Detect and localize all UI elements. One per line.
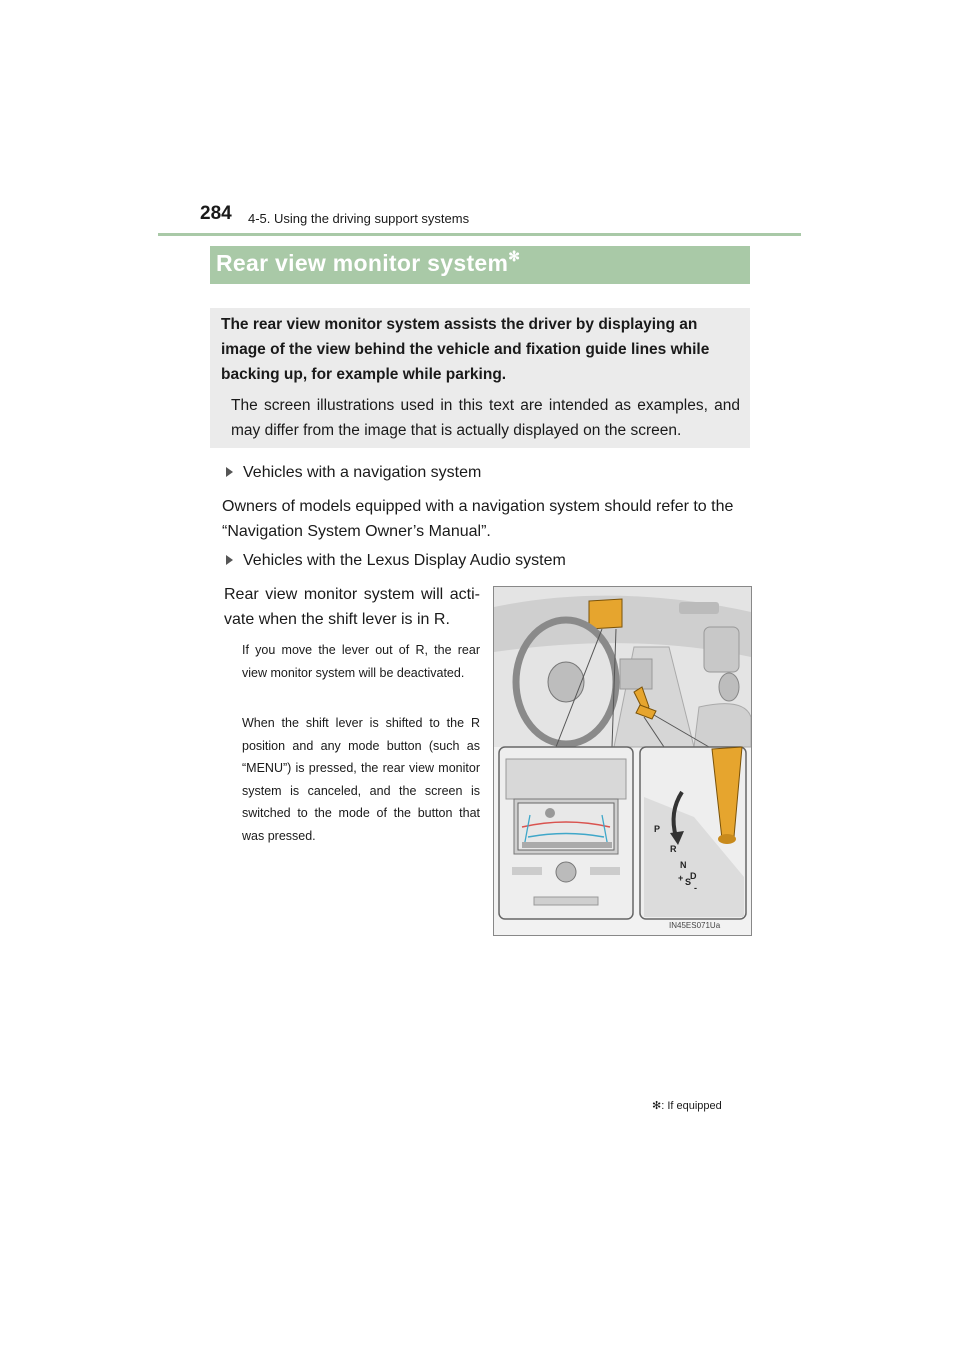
page-number: 284 <box>200 203 232 224</box>
shift-letter: R <box>670 844 677 854</box>
shift-letter: P <box>654 824 661 834</box>
display-audio-paragraph: Rear view monitor system will activate when the shift lever is in R. <box>224 586 480 628</box>
note-deactivate: If you move the lever out of R, the rear view monitor system will be deactivated. <box>242 643 480 680</box>
section-label: 4-5. Using the driving support systems <box>248 211 470 226</box>
heading-display-audio <box>226 552 566 570</box>
triangle-bullet-icon <box>226 467 233 477</box>
header-rule <box>158 233 801 236</box>
triangle-bullet-icon <box>226 555 233 565</box>
shift-letter: N <box>680 860 687 870</box>
footnote-mark: ✻ <box>652 1100 662 1112</box>
heading-display-audio-text: Vehicles with the Lexus Display Audio system <box>243 552 566 569</box>
intro-note: The screen illustrations used in this text are intended as examples, and may differ from the image that is actually displayed on the screen. <box>231 397 740 439</box>
navigation-paragraph: Owners of models equipped with a navigation system should refer to the “Navigation System Owner’s Manual”. <box>222 498 734 540</box>
heading-navigation-text: Vehicles with a navigation system <box>243 464 482 481</box>
page-title-text: Rear view monitor system <box>216 250 509 276</box>
shift-letter: + <box>678 873 684 883</box>
shift-letter: D <box>690 871 697 881</box>
illustration-code: IN45ES071Ua <box>669 921 721 930</box>
footnote-text: : If equipped <box>661 1100 722 1112</box>
heading-navigation <box>226 464 481 482</box>
note-mode-button: When the shift lever is shifted to the R position and any mode button (such as “MENU”) is pressed, the rear view monitor system is canceled, and the screen is switched to the mode of the button that was pressed. <box>242 716 480 843</box>
cabin-illustration-svg <box>494 587 751 935</box>
cabin-illustration <box>493 586 752 936</box>
intro-summary: The rear view monitor system assists the driver by displaying an image of the view behind the vehicle and fixation guide lines while backing up, for example while parking. <box>221 316 710 383</box>
if-equipped-mark: ✻ <box>508 248 521 264</box>
shift-letter: S <box>685 877 692 887</box>
footnote <box>652 1099 722 1112</box>
page-title <box>216 250 520 277</box>
shift-letter: - <box>694 883 697 893</box>
